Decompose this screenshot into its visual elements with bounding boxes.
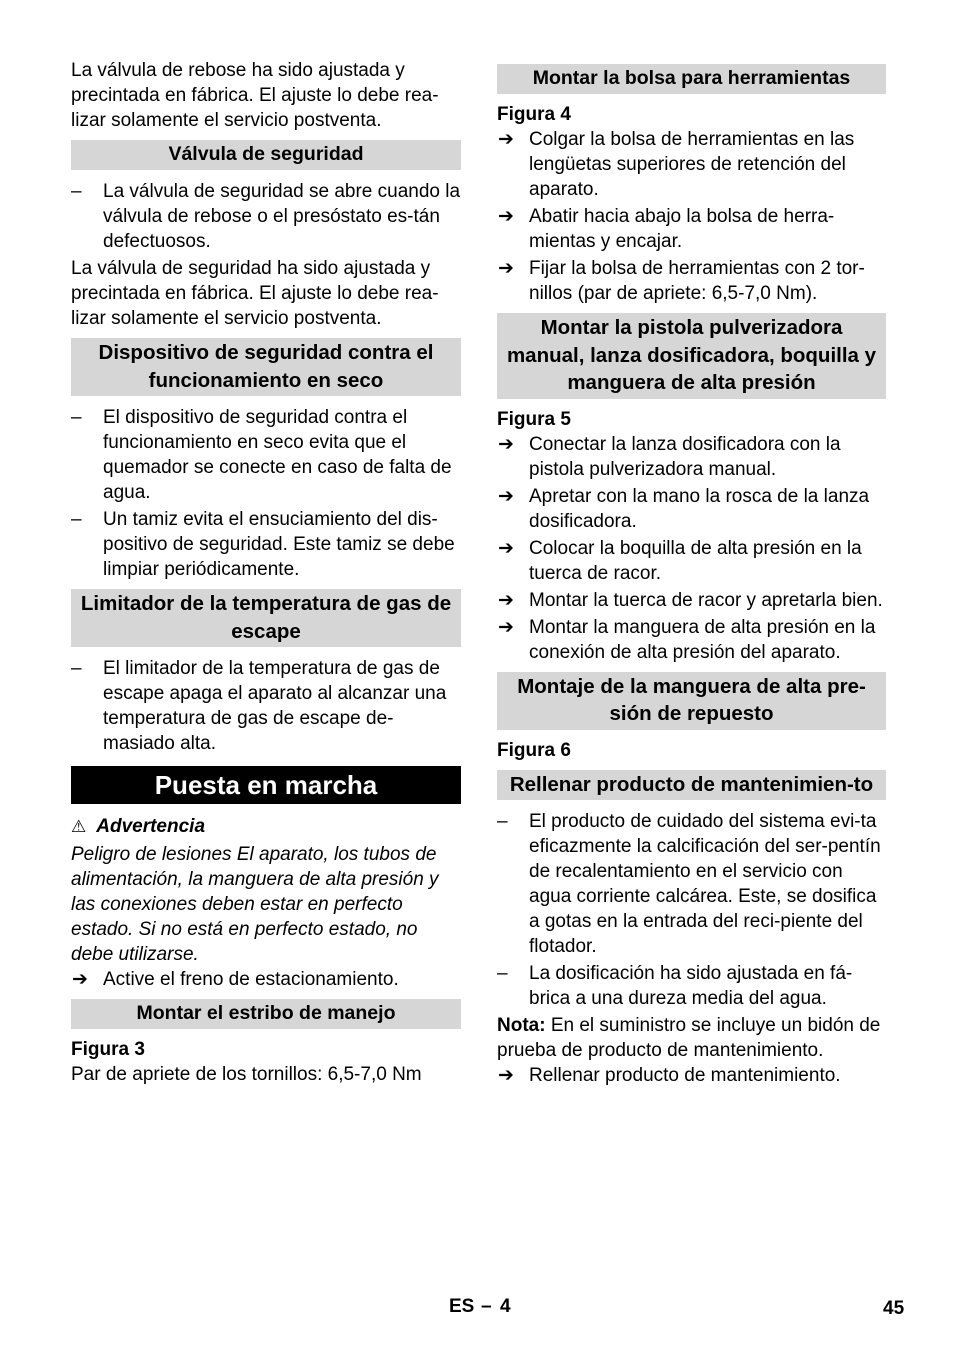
list-item-text: La válvula de seguridad se abre cuando la válvula de rebose o el presóstato es-tán defectuosos.	[103, 181, 461, 252]
step-item	[497, 536, 886, 586]
step-item	[71, 967, 461, 992]
section-heading-gun: Montar la pistola pulverizadora manual, lanza dosificadora, boquilla y manguera de alta presión	[497, 313, 886, 399]
dash-marker: –	[71, 658, 82, 679]
warning-title: Advertencia	[96, 816, 206, 837]
footer-language-code: ES	[449, 1296, 475, 1317]
arrow-icon: ➔	[498, 129, 514, 150]
list-item	[497, 961, 886, 1011]
list-item	[71, 179, 461, 254]
right-column	[497, 58, 886, 1090]
torque-text: Par de apriete de los tornillos: 6,5-7,0 Nm	[71, 1064, 422, 1085]
arrow-icon: ➔	[498, 589, 514, 611]
arrow-icon: ➔	[72, 969, 88, 990]
dash-marker: –	[497, 963, 508, 984]
step-text: Conectar la lanza dosificadora con la pistola pulverizadora manual.	[529, 433, 841, 480]
dash-marker: –	[71, 181, 82, 202]
step-item	[497, 256, 886, 306]
left-column	[71, 58, 461, 1087]
step-text: Fijar la bolsa de herramientas con 2 tor-nillos (par de apriete: 6,5-7,0 Nm).	[529, 258, 865, 304]
list-item-text: El producto de cuidado del sistema evi-ta eficazmente la calcificación del ser-pentín de recalentamiento en el servicio con agua corriente calcárea. Este, se dosifica a gotas en la entrada del reci-piente del flotador.	[529, 811, 881, 957]
dash-marker: –	[71, 407, 82, 428]
section-heading-maintenance: Rellenar producto de mantenimien-to	[497, 770, 886, 801]
step-item	[497, 484, 886, 534]
section-heading-dry-run: Dispositivo de seguridad contra el funcionamiento en seco	[71, 338, 461, 396]
figure-reference: Figura 6	[497, 739, 571, 761]
arrow-icon: ➔	[498, 258, 514, 279]
step-item	[497, 127, 886, 202]
list-item	[71, 656, 461, 756]
section-heading-safety-valve: Válvula de seguridad	[71, 140, 461, 170]
step-text: Montar la manguera de alta presión en la conexión de alta presión del aparato.	[529, 616, 876, 663]
step-text: Active el freno de estacionamiento.	[103, 969, 399, 990]
arrow-icon: ➔	[498, 433, 514, 455]
arrow-icon: ➔	[498, 206, 514, 227]
note-text: En el suministro se incluye un bidón de prueba de producto de mantenimiento.	[497, 1015, 881, 1061]
warning-heading	[71, 814, 461, 840]
footer-section-page: 4	[500, 1296, 511, 1317]
maintenance-note	[497, 1013, 886, 1063]
arrow-icon: ➔	[498, 485, 514, 507]
section-heading-spare-hose: Montaje de la manguera de alta pre-sión de repuesto	[497, 672, 886, 730]
dash-marker: –	[71, 509, 82, 530]
list-item	[497, 809, 886, 959]
list-item-text: Un tamiz evita el ensuciamiento del dis-positivo de seguridad. Este tamiz se debe limpiar periódicamente.	[103, 509, 455, 580]
step-item	[497, 432, 886, 482]
step-text: Abatir hacia abajo la bolsa de herra-mientas y encajar.	[529, 206, 835, 252]
figure-reference: Figura 5	[497, 408, 571, 430]
section-heading-stirrup: Montar el estribo de manejo	[71, 999, 461, 1029]
note-label: Nota:	[497, 1015, 546, 1036]
step-item	[497, 588, 886, 613]
intro-paragraph: La válvula de rebose ha sido ajustada y precintada en fábrica. El ajuste lo debe rea-lizar solamente el servicio postventa.	[71, 60, 439, 131]
safety-valve-note: La válvula de seguridad ha sido ajustada y precintada en fábrica. El ajuste lo debe rea-lizar solamente el servicio postventa.	[71, 258, 439, 329]
list-item-text: La dosificación ha sido ajustada en fá-brica a una dureza media del agua.	[529, 963, 853, 1009]
step-item	[497, 204, 886, 254]
figure-reference: Figura 4	[497, 104, 571, 125]
figure-reference: Figura 3	[71, 1039, 145, 1060]
arrow-icon: ➔	[498, 616, 514, 638]
step-text: Montar la tuerca de racor y apretarla bien.	[529, 589, 883, 611]
step-item	[497, 615, 886, 665]
section-heading-toolbag: Montar la bolsa para herramientas	[497, 64, 886, 94]
step-item	[497, 1063, 886, 1088]
list-item	[71, 507, 461, 582]
list-item-text: El dispositivo de seguridad contra el funcionamiento en seco evita que el quemador se conecte en caso de falta de agua.	[103, 407, 452, 503]
section-heading-exhaust-limiter: Limitador de la temperatura de gas de escape	[71, 589, 461, 647]
list-item	[71, 405, 461, 505]
footer-page-number: 45	[883, 1298, 905, 1319]
dash-marker: –	[497, 811, 508, 832]
step-text: Apretar con la mano la rosca de la lanza dosificadora.	[529, 485, 870, 532]
warning-triangle-icon: ⚠	[71, 817, 87, 836]
footer-dash: –	[481, 1296, 492, 1317]
arrow-icon: ➔	[498, 1065, 514, 1086]
step-text: Rellenar producto de mantenimiento.	[529, 1065, 841, 1086]
warning-text: Peligro de lesiones El aparato, los tubos de alimentación, la manguera de alta presión y las conexiones deben estar en perfecto estado. Si no está en perfecto estado, no debe utilizarse.	[71, 844, 439, 965]
chapter-heading-startup: Puesta en marcha	[71, 766, 461, 804]
list-item-text: El limitador de la temperatura de gas de escape apaga el aparato al alcanzar una temperatura de gas de escape de-masiado alta.	[103, 658, 447, 754]
step-text: Colocar la boquilla de alta presión en la tuerca de racor.	[529, 537, 862, 584]
step-text: Colgar la bolsa de herramientas en las lengüetas superiores de retención del aparato.	[529, 129, 855, 200]
arrow-icon: ➔	[498, 537, 514, 559]
